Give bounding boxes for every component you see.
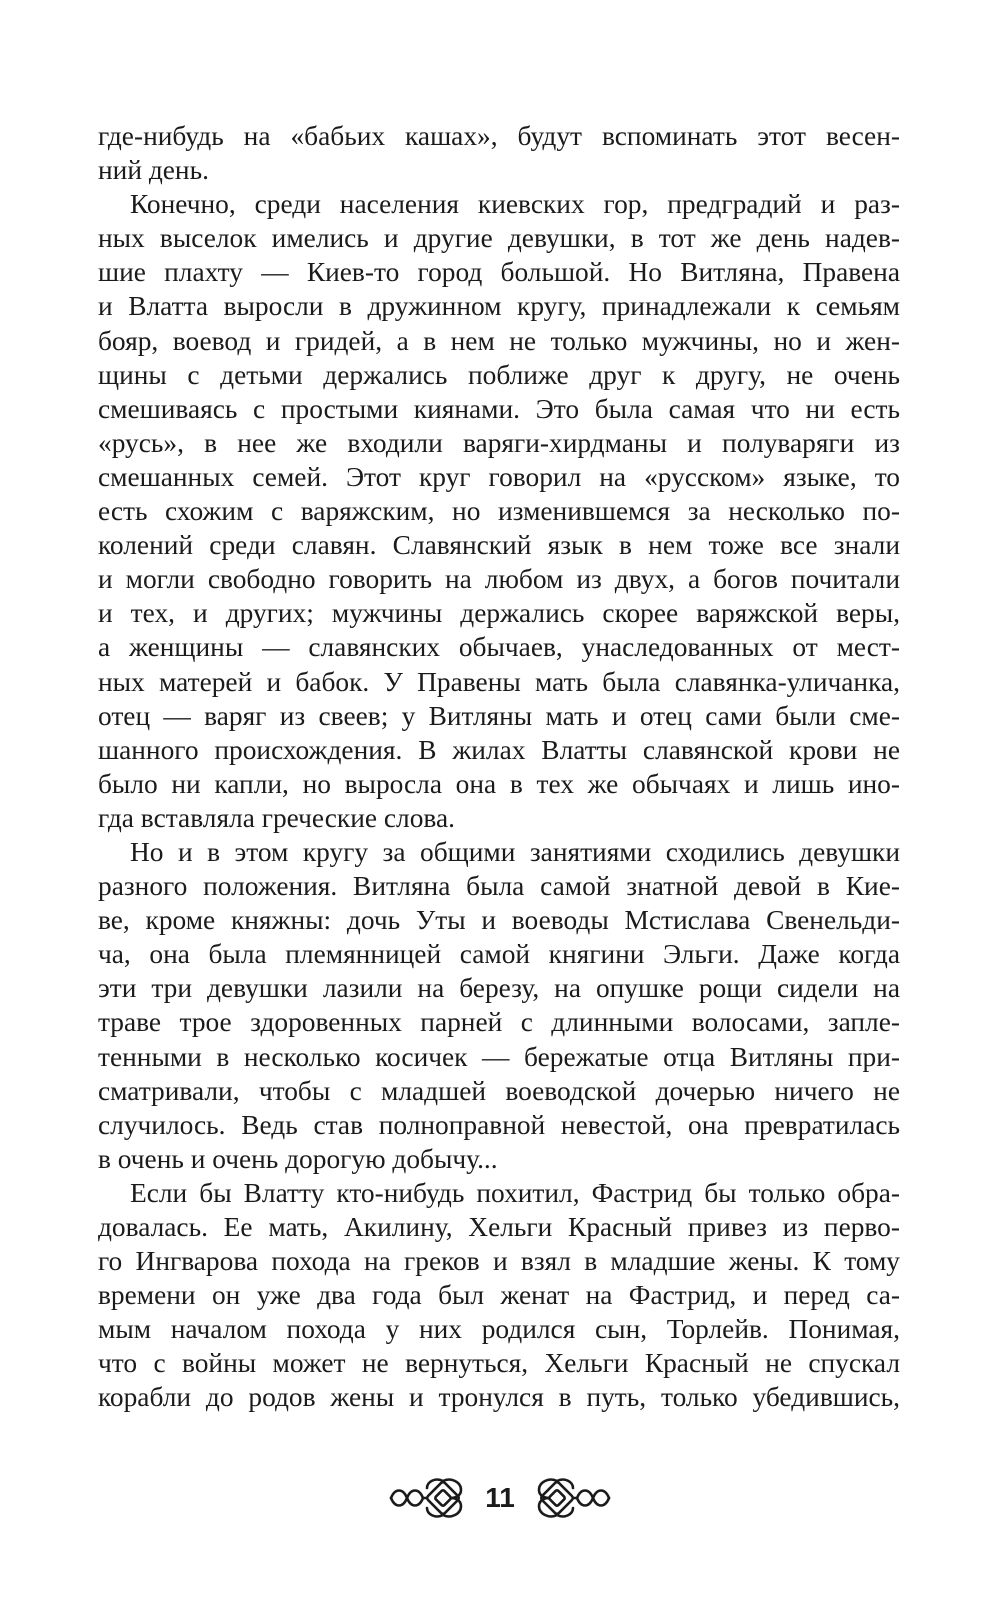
text-line: шие плахту — Киев-то город большой. Но Витляна, Правена bbox=[98, 257, 900, 288]
text-line: ний день. bbox=[98, 155, 209, 186]
text-line: что с войны может не вернуться, Хельги Красный не спускал bbox=[98, 1348, 900, 1379]
text-line: траве трое здоровенных парней с длинными волосами, запле- bbox=[98, 1007, 900, 1038]
text-line: было ни капли, но выросла она в тех же обычаях и лишь ино- bbox=[98, 768, 900, 799]
text-line: и Влатта выросли в дружинном кругу, принадлежали к семьям bbox=[98, 291, 900, 322]
text-line: ных выселок имелись и другие девушки, в тот же день надев- bbox=[98, 223, 900, 254]
text-line: и могли свободно говорить на любом из двух, а богов почитали bbox=[98, 564, 900, 595]
text-line: го Ингварова похода на греков и взял в младшие жены. К тому bbox=[98, 1246, 900, 1277]
text-line: корабли до родов жены и тронулся в путь, только убедившись, bbox=[98, 1382, 900, 1413]
text-line: Если бы Влатту кто-нибудь похитил, Фастрид бы только обра- bbox=[130, 1177, 900, 1208]
text-line: отец — варяг из свеев; у Витляны мать и отец сами были сме- bbox=[98, 700, 900, 731]
text-line: довалась. Ее мать, Акилину, Хельги Красный привез из перво- bbox=[98, 1212, 900, 1242]
text-line: тенными в несколько косичек — бережатые отца Витляны при- bbox=[98, 1041, 900, 1072]
text-line: «русь», в нее же входили варяги-хирдманы и полуваряги из bbox=[98, 427, 900, 458]
text-line: времени он уже два года был женат на Фастрид, и перед са- bbox=[98, 1280, 900, 1311]
page-text bbox=[98, 119, 900, 1415]
text-line: есть схожим с варяжским, но изменившемся за несколько по- bbox=[98, 496, 900, 527]
text-line: щины с детьми держались поближе друг к другу, не очень bbox=[98, 359, 900, 390]
text-line: сматривали, чтобы с младшей воеводской дочерью ничего не bbox=[98, 1075, 900, 1106]
text-line: случилось. Ведь став полноправной невестой, она превратилась bbox=[98, 1109, 900, 1140]
page-footer bbox=[0, 1470, 1000, 1526]
text-line: эти три девушки лазили на березу, на опушке рощи сидели на bbox=[98, 973, 900, 1004]
text-line: разного положения. Витляна была самой знатной девой в Кие- bbox=[98, 871, 900, 902]
knot-ornament-icon bbox=[535, 1476, 613, 1520]
text-line: смешиваясь с простыми киянами. Это была самая что ни есть bbox=[98, 393, 900, 424]
text-line: бояр, воевод и гридей, а в нем не только мужчины, но и жен- bbox=[98, 325, 900, 356]
text-line: Но и в этом кругу за общими занятиями сходились девушки bbox=[130, 836, 900, 867]
text-line: смешанных семей. Этот круг говорил на «русском» языке, то bbox=[98, 461, 900, 492]
text-line: в очень и очень дорогую добычу... bbox=[98, 1143, 498, 1174]
text-line: гда вставляла греческие слова. bbox=[98, 802, 455, 833]
text-line: ча, она была племянницей самой княгини Эльги. Даже когда bbox=[98, 939, 900, 970]
text-line: а женщины — славянских обычаев, унаследованных от мест- bbox=[98, 632, 900, 663]
text-line: ных матерей и бабок. У Правены мать была славянка-уличанка, bbox=[98, 666, 900, 697]
text-line: и тех, и других; мужчины держались скорее варяжской веры, bbox=[98, 598, 900, 629]
text-line: ве, кроме княжны: дочь Уты и воеводы Мстислава Свенельди- bbox=[98, 905, 900, 936]
text-line: колений среди славян. Славянский язык в нем тоже все знали bbox=[98, 530, 900, 561]
text-line: Конечно, среди населения киевских гор, предградий и раз- bbox=[130, 189, 900, 220]
page-number: 11 bbox=[485, 1482, 515, 1513]
knot-ornament-icon bbox=[387, 1476, 465, 1520]
text-line: шанного происхождения. В жилах Влатты славянской крови не bbox=[98, 734, 900, 765]
text-line: где-нибудь на «бабьих кашах», будут вспоминать этот весен- bbox=[98, 121, 900, 151]
text-line: мым началом похода у них родился сын, Торлейв. Понимая, bbox=[98, 1314, 900, 1345]
